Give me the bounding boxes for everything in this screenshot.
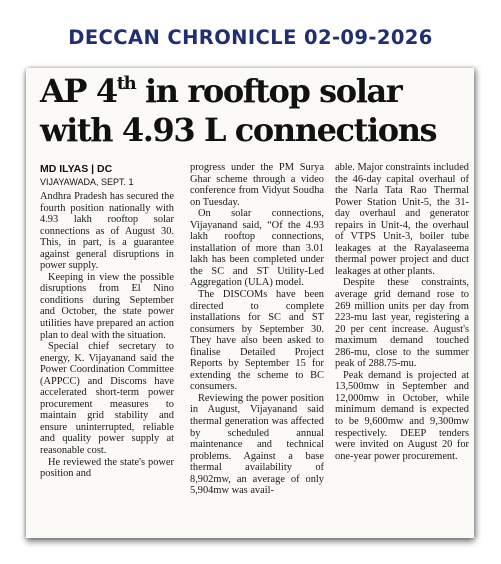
paragraph: Andhra Pradesh has secured the fourth position nationally with 4.93 lakh rooftop solar connections as of August 30. This, in part, is a guarantee against general disruptions in power supply. — [40, 191, 174, 272]
paragraph: He reviewed the state's power position and — [40, 456, 174, 480]
paragraph: On solar connections, Vijayanand said, “Of the 4.93 lakh rooftop connections, installation of more than 3.01 lakh has been completed under the SC and ST Utility-Led Aggregation (ULA) model. — [190, 208, 324, 289]
paragraph: Peak demand is projected at 13,500mw in September and 12,000mw in October, while minimum demand is expected to be 9,600mw and 9,300mw respectively. DEEP tenders were invited on August 20 for one-year power procurement. — [335, 369, 469, 462]
newspaper-clipping — [26, 68, 474, 538]
headline-superscript: th — [116, 73, 136, 94]
article-dateline: VIJAYAWADA, SEPT. 1 — [40, 177, 134, 187]
paragraph: Special chief secretary to energy, K. Vijayanand said the Power Coordination Committee (APPCC) and Discoms have accelerated short-term power procurement measures to maintain grid stability and ensure uninterrupted, reliable and quality power supply at reasonable cost. — [40, 341, 174, 457]
paragraph: progress under the PM Surya Ghar scheme through a video conference from Vidyut Soudha on Tuesday. — [190, 162, 324, 208]
masthead-title: DECCAN CHRONICLE 02-09-2026 — [68, 26, 433, 49]
headline-line1-end: in rooftop solar — [135, 72, 402, 110]
article-column-3 — [335, 162, 469, 462]
headline-line2: with 4.93 L connections — [40, 111, 437, 149]
paragraph: Keeping in view the possible disruptions from El Nino conditions during September and October, the state power utilities have prepared an action plan to deal with the situation. — [40, 271, 174, 341]
paragraph: able. Major constraints included the 46-day capital overhaul of the Narla Tata Rao Thermal Power Station Unit-5, the 31-day overhaul and generator repairs in Unit-4, the overhaul of VTPS Unit-3, boiler tube leakages at the Rayalaseema thermal power project and duct leakages at other plants. — [335, 162, 469, 277]
paragraph: Reviewing the power position in August, Vijayanand said thermal generation was affected by scheduled annual maintenance and technical problems. Against a base thermal availability of 8,902mw, an average of only 5,904mw was avail- — [190, 392, 324, 497]
paragraph: Despite these constraints, average grid demand rose to 269 million units per day from 223-mu last year, registering a 20 per cent increase. August's maximum demand touched 286-mu, close to the summer peak of 288.75-mu. — [335, 277, 469, 370]
article-headline — [40, 72, 470, 150]
headline-line1-start: AP 4 — [40, 72, 117, 110]
article-column-2 — [190, 162, 324, 497]
paragraph: The DISCOMs have been directed to complete installations for SC and ST consumers by September 30. They have also been asked to finalise Detailed Project Reports by September 15 for extending the scheme to BC consumers. — [190, 289, 324, 393]
article-byline: MD ILYAS | DC — [40, 163, 113, 175]
article-column-1 — [40, 191, 174, 480]
